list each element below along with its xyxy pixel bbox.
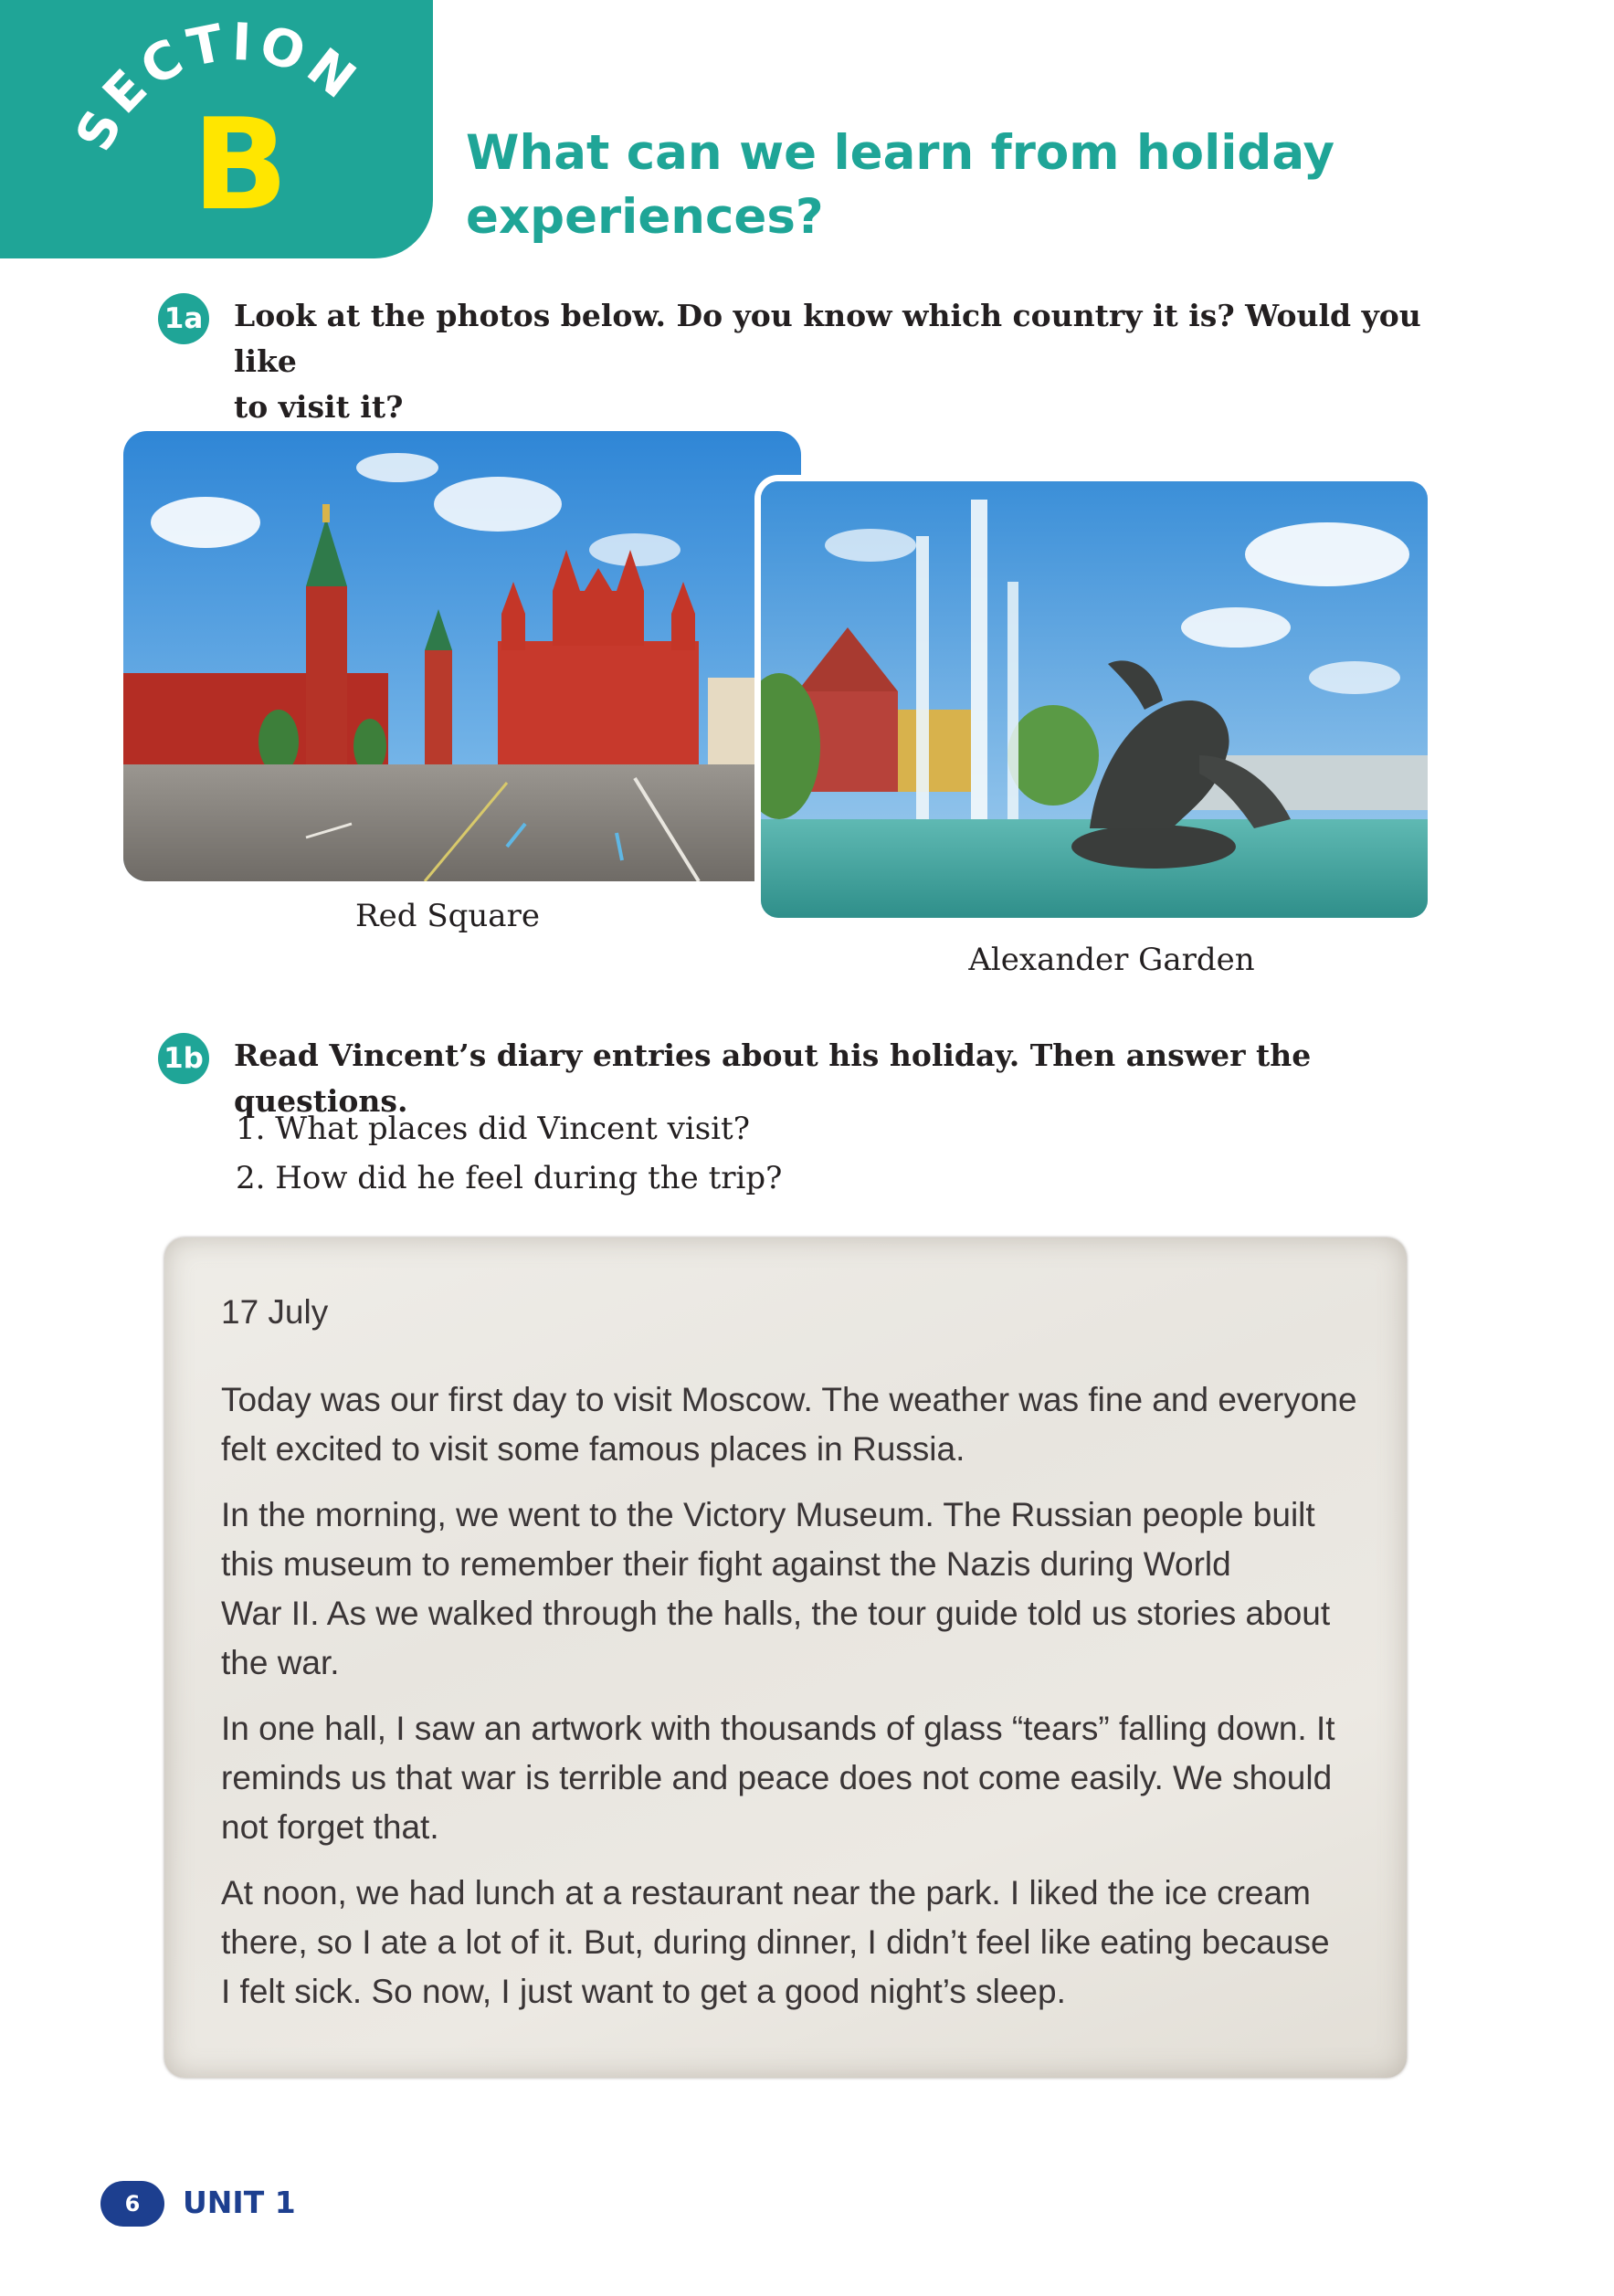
instruction-line-2: to visit it?: [234, 389, 404, 425]
activity-badge-1a: 1a: [158, 293, 209, 344]
page-number-badge: 6: [100, 2181, 164, 2227]
section-letter: B: [192, 91, 289, 238]
diary-paragraph-4: [221, 1869, 1363, 2017]
diary-line: felt excited to visit some famous places in Russia.: [221, 1430, 965, 1468]
diary-line: the war.: [221, 1644, 340, 1681]
page-title: [466, 121, 1471, 249]
diary-entry: [221, 1288, 1363, 2033]
red-square-caption: Red Square: [355, 898, 540, 934]
activity-1b-instruction: Read Vincent’s diary entries about his holiday. Then answer the questions.: [234, 1037, 1312, 1119]
instruction-line-1: Look at the photos below. Do you know which country it is? Would you like: [234, 298, 1421, 379]
question-list: [236, 1104, 782, 1203]
diary-line: there, so I ate a lot of it. But, during dinner, I didn’t feel like eating because: [221, 1923, 1330, 1961]
diary-line: Today was our first day to visit Moscow. The weather was fine and everyone: [221, 1381, 1357, 1418]
section-tab: [0, 0, 433, 258]
alexander-garden-photo: [754, 475, 1434, 924]
diary-line: not forget that.: [221, 1808, 439, 1846]
diary-line: In one hall, I saw an artwork with thousands of glass “tears” falling down. It: [221, 1710, 1335, 1747]
question-1: 1. What places did Vincent visit?: [236, 1111, 750, 1147]
diary-line: At noon, we had lunch at a restaurant near the park. I liked the ice cream: [221, 1874, 1311, 1912]
diary-line: reminds us that war is terrible and peace does not come easily. We should: [221, 1759, 1333, 1796]
diary-paragraph-3: [221, 1704, 1363, 1852]
diary-date: 17 July: [221, 1293, 329, 1331]
title-line-2: experiences?: [466, 189, 824, 245]
diary-paragraph-1: [221, 1375, 1363, 1474]
section-word: SECTION: [64, 12, 371, 161]
red-square-photo: [123, 431, 801, 881]
alexander-garden-caption: Alexander Garden: [968, 942, 1255, 978]
diary-line: this museum to remember their fight against the Nazis during World: [221, 1545, 1231, 1583]
diary-line: In the morning, we went to the Victory Museum. The Russian people built: [221, 1496, 1315, 1533]
title-line-1: What can we learn from holiday: [466, 125, 1335, 181]
diary-line: I felt sick. So now, I just want to get a good night’s sleep.: [221, 1973, 1066, 2010]
activity-badge-1b: 1b: [158, 1033, 209, 1084]
question-2: 2. How did he feel during the trip?: [236, 1160, 783, 1196]
diary-line: War II. As we walked through the halls, the tour guide told us stories about: [221, 1595, 1331, 1632]
diary-paragraph-2: [221, 1490, 1363, 1688]
activity-1a-instruction: [234, 293, 1458, 430]
unit-label: UNIT 1: [183, 2185, 296, 2220]
